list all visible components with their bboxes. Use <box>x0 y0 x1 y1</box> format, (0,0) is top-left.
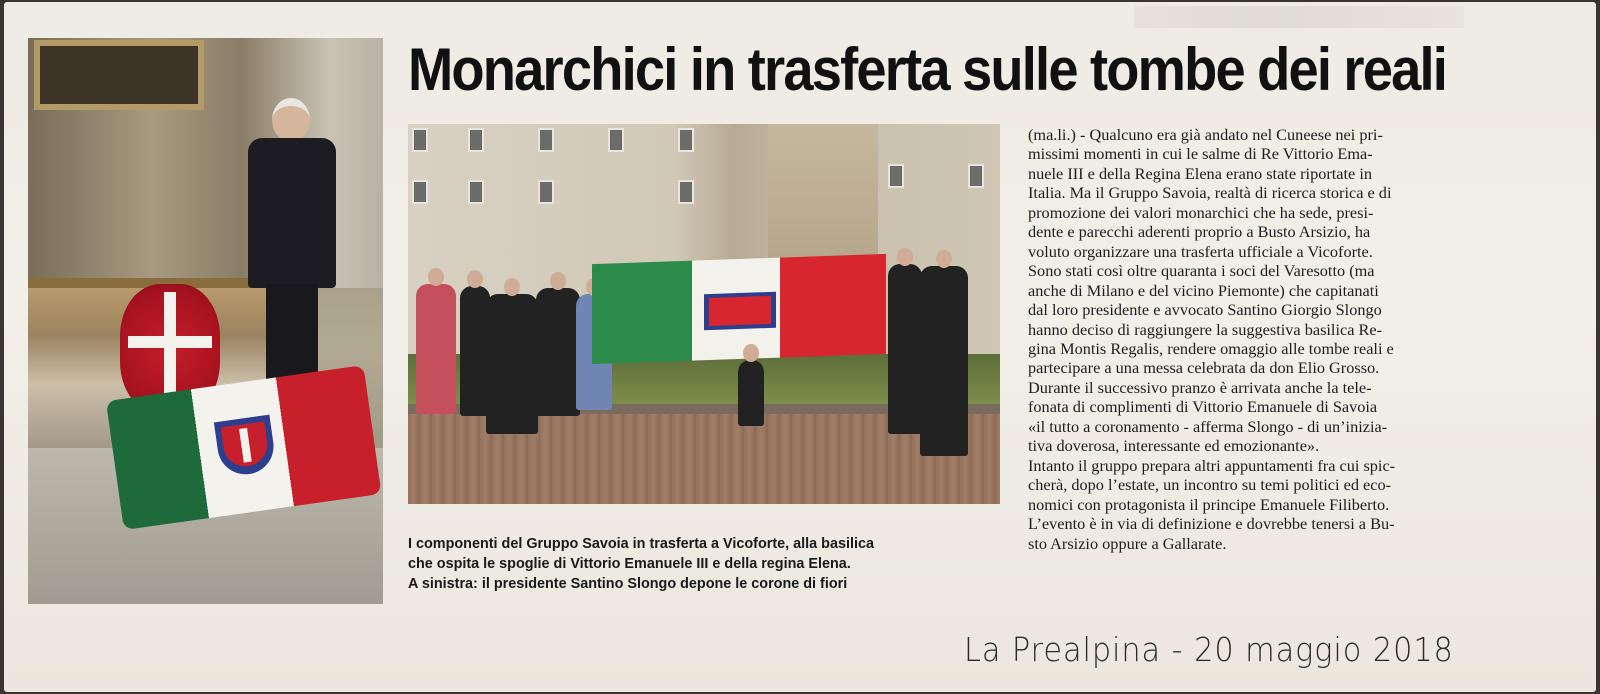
article-line: nuele III e della Regina Elena erano state riportate in <box>1028 163 1373 183</box>
article-line: promozione dei valori monarchici che ha sede, presi- <box>1028 202 1374 222</box>
article-line: (ma.li.) - Qualcuno era già andato nel Cuneese nei pri- <box>1028 125 1383 144</box>
caption-line: A sinistra: il presidente Santino Slongo depone le corone di fiori <box>408 576 848 592</box>
article-line: fonata di complimenti di Vittorio Emanuele di Savoia <box>1028 397 1378 417</box>
article-line: Sono stati così oltre quaranta i soci del Varesotto (ma <box>1028 261 1375 281</box>
caption-line: che ospita le spoglie di Vittorio Emanuele III e della regina Elena. <box>408 556 851 572</box>
article-line: Durante il successivo pranzo è arrivata anche la tele- <box>1028 377 1372 397</box>
photo-group-with-flag <box>408 124 1000 504</box>
painting <box>34 40 204 110</box>
person <box>888 264 922 434</box>
source-signature: La Prealpina - 20 maggio 2018 <box>964 630 1454 669</box>
adjacent-page-strip <box>1134 6 1464 28</box>
article-body <box>1028 125 1528 553</box>
article-line: hanno deciso di raggiungere la suggestiva basilica Re- <box>1028 319 1383 339</box>
headline: Monarchici in trasferta sulle tombe dei reali <box>408 36 1447 103</box>
article-line: tiva doverosa, interessante ed emozionante». <box>1028 436 1320 456</box>
article-line: partecipare a una messa celebrata da don Elio Grosso. <box>1028 358 1380 378</box>
caption-line: I componenti del Gruppo Savoia in trasferta a Vicoforte, alla basilica <box>408 536 874 552</box>
person <box>536 288 580 416</box>
article-line: nomici con protagonista il principe Emanuele Filiberto. <box>1028 494 1390 514</box>
article-line: dente e parecchi aderenti proprio a Busto Arsizio, ha <box>1028 222 1371 242</box>
article-line: L’evento è in via di definizione e dovrebbe tenersi a Bu- <box>1028 514 1395 534</box>
article-line: Italia. Ma il Gruppo Savoia, realtà di ricerca storica e di <box>1028 183 1392 203</box>
person <box>486 294 538 434</box>
savoy-shield-icon <box>214 415 277 478</box>
italian-flag <box>592 254 886 364</box>
photo-caption <box>408 534 1000 594</box>
article-line: dal loro presidente e avvocato Santino Giorgio Slongo <box>1028 300 1382 320</box>
person <box>738 360 764 426</box>
savoy-crest-icon <box>704 292 776 331</box>
person <box>416 284 456 414</box>
person <box>920 266 968 456</box>
article-line: «il tutto a coronamento - afferma Slongo - di un’inizia- <box>1028 416 1388 436</box>
photo-wreath-laying <box>28 38 383 604</box>
article-line: gina Montis Regalis, rendere omaggio alle tombe reali e <box>1028 338 1394 358</box>
article-line: voluto organizzare una trasferta ufficiale a Vicoforte. <box>1028 241 1373 261</box>
article-line: missimi momenti in cui le salme di Re Vittorio Ema- <box>1028 144 1373 164</box>
article-line: anche di Milano e del vicino Piemonte) che capitanati <box>1028 280 1379 300</box>
article-line: Intanto il gruppo prepara altri appuntamenti fra cui spic- <box>1028 455 1396 475</box>
article-line: cherà, dopo l’estate, un incontro su temi politici ed eco- <box>1028 475 1392 495</box>
newspaper-clipping <box>4 2 1596 692</box>
article-line: sto Arsizio oppure a Gallarate. <box>1028 533 1227 553</box>
